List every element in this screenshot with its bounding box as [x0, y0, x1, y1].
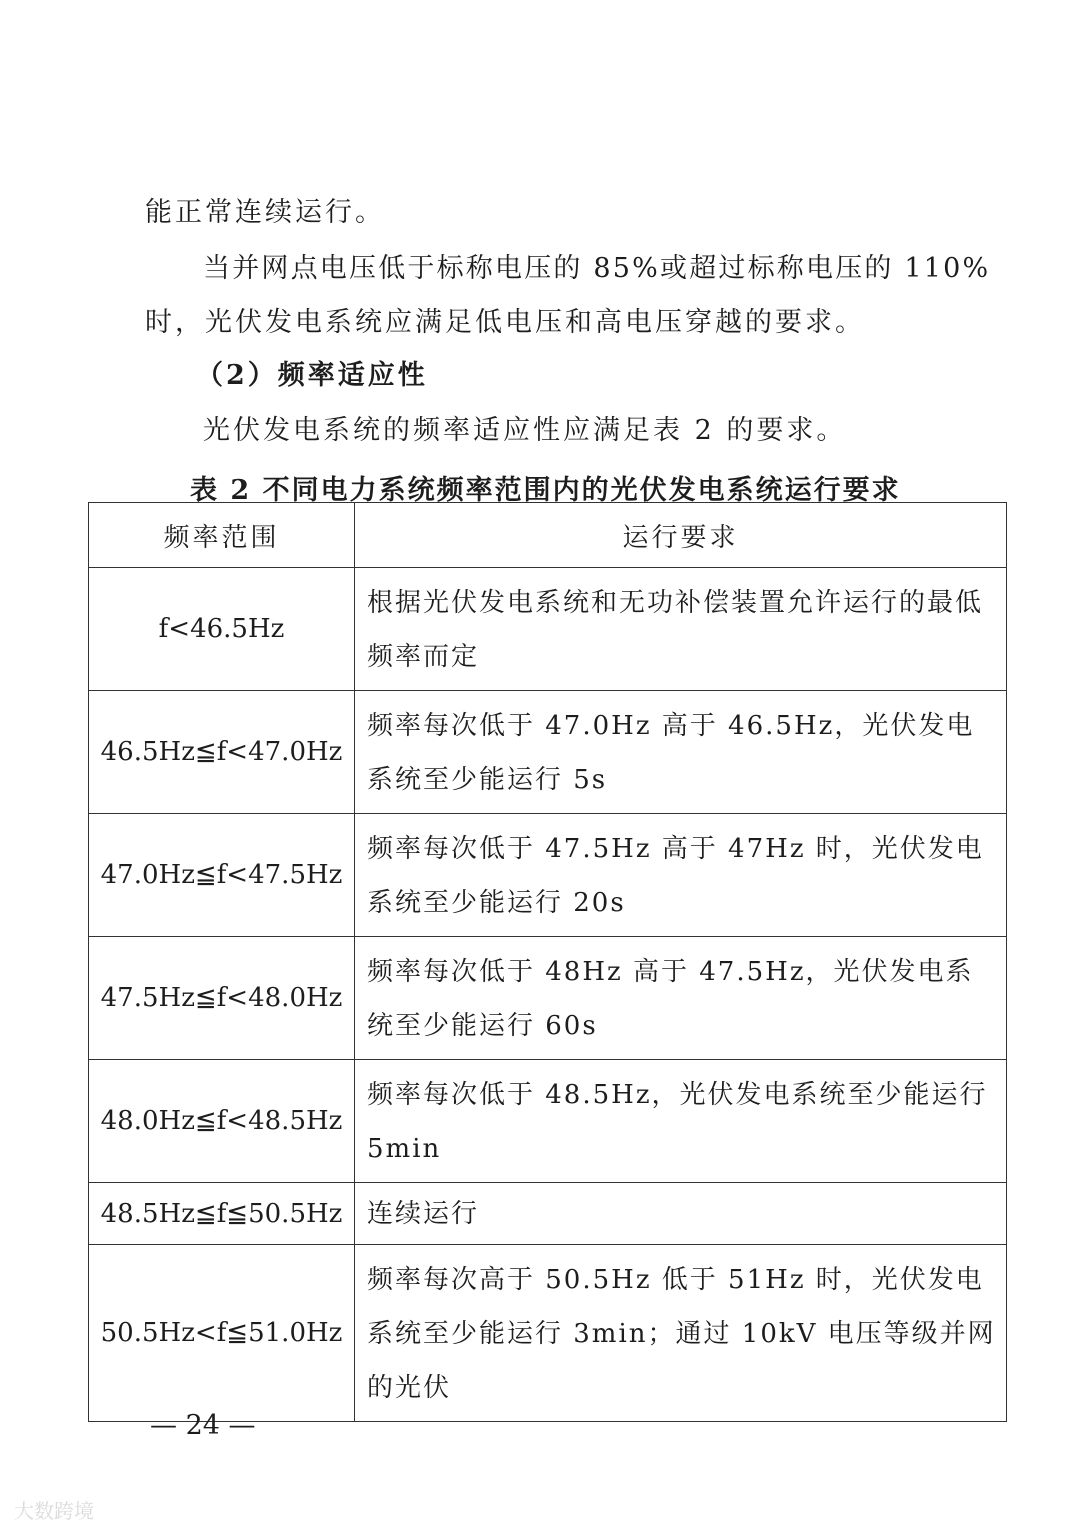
requirement-cell: 频率每次高于 50.5Hz 低于 51Hz 时，光伏发电系统至少能运行 3min；通过 10kV 电压等级并网的光伏 [355, 1245, 1007, 1422]
table-row [89, 691, 1007, 814]
paragraph-voltage-line1: 当并网点电压低于标称电压的 85%或超过标称电压的 110% [203, 253, 991, 284]
paragraph-voltage-line2: 时，光伏发电系统应满足低电压和高电压穿越的要求。 [145, 307, 865, 338]
section-heading: （2）频率适应性 [196, 360, 428, 391]
page-number: — 24 — [150, 1410, 256, 1441]
range-cell: f<46.5Hz [89, 568, 355, 691]
requirement-cell: 连续运行 [355, 1183, 1007, 1245]
range-cell: 47.5Hz≦f<48.0Hz [89, 937, 355, 1060]
table-caption: 表 2 不同电力系统频率范围内的光伏发电系统运行要求 [190, 475, 901, 506]
requirement-cell: 频率每次低于 48.5Hz，光伏发电系统至少能运行 5min [355, 1060, 1007, 1183]
table-header-row [89, 503, 1007, 568]
table-row [89, 937, 1007, 1060]
requirement-cell: 频率每次低于 48Hz 高于 47.5Hz，光伏发电系统至少能运行 60s [355, 937, 1007, 1060]
range-cell: 48.5Hz≦f≦50.5Hz [89, 1183, 355, 1245]
header-frequency-range: 频率范围 [89, 503, 355, 568]
range-cell: 48.0Hz≦f<48.5Hz [89, 1060, 355, 1183]
paragraph-table-intro: 光伏发电系统的频率适应性应满足表 2 的要求。 [203, 415, 847, 446]
frequency-table [88, 502, 1007, 1422]
table-row [89, 814, 1007, 937]
range-cell: 50.5Hz<f≦51.0Hz [89, 1245, 355, 1422]
header-operation-requirement: 运行要求 [355, 503, 1007, 568]
range-cell: 46.5Hz≦f<47.0Hz [89, 691, 355, 814]
requirement-cell: 频率每次低于 47.0Hz 高于 46.5Hz，光伏发电系统至少能运行 5s [355, 691, 1007, 814]
requirement-cell: 频率每次低于 47.5Hz 高于 47Hz 时，光伏发电系统至少能运行 20s [355, 814, 1007, 937]
table-row [89, 1183, 1007, 1245]
table-row [89, 1060, 1007, 1183]
watermark-logo: 大数跨境 [14, 1499, 94, 1523]
table-row [89, 568, 1007, 691]
range-cell: 47.0Hz≦f<47.5Hz [89, 814, 355, 937]
table-row [89, 1245, 1007, 1422]
requirement-cell: 根据光伏发电系统和无功补偿装置允许运行的最低频率而定 [355, 568, 1007, 691]
paragraph-continuation: 能正常连续运行。 [145, 197, 385, 228]
